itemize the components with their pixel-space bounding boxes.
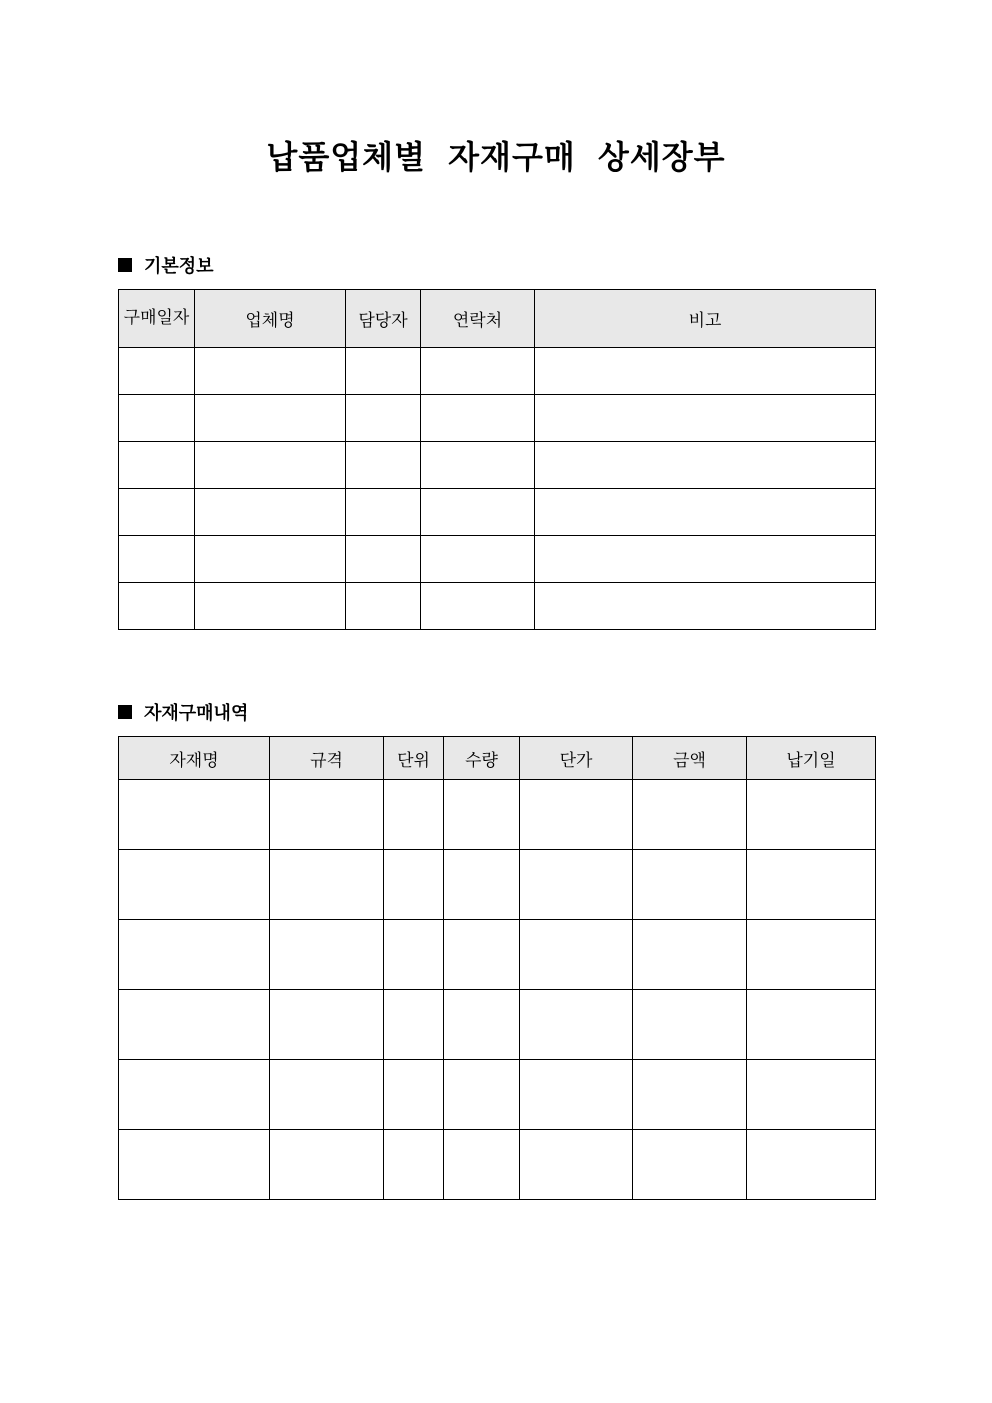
column-header-material-name: 자재명 (119, 737, 270, 780)
table-cell[interactable] (119, 348, 195, 395)
table-cell[interactable] (421, 489, 535, 536)
table-cell[interactable] (633, 990, 747, 1060)
table-cell[interactable] (346, 348, 421, 395)
table-row (119, 442, 876, 489)
table-cell[interactable] (520, 1060, 633, 1130)
table-cell[interactable] (444, 920, 520, 990)
table-cell[interactable] (119, 850, 270, 920)
table-row (119, 850, 876, 920)
table-cell[interactable] (444, 780, 520, 850)
table-cell[interactable] (119, 395, 195, 442)
table-cell[interactable] (535, 536, 876, 583)
table-cell[interactable] (346, 583, 421, 630)
square-bullet-icon (118, 258, 132, 272)
section-heading-label: 기본정보 (144, 256, 214, 277)
table-cell[interactable] (119, 489, 195, 536)
table-cell[interactable] (535, 489, 876, 536)
table-cell[interactable] (270, 920, 384, 990)
table-cell[interactable] (384, 1060, 444, 1130)
table-cell[interactable] (535, 348, 876, 395)
table-cell[interactable] (119, 583, 195, 630)
table-cell[interactable] (346, 442, 421, 489)
table-cell[interactable] (270, 990, 384, 1060)
table-row (119, 1060, 876, 1130)
table-cell[interactable] (535, 442, 876, 489)
table-cell[interactable] (270, 1060, 384, 1130)
table-cell[interactable] (384, 990, 444, 1060)
table-cell[interactable] (119, 1060, 270, 1130)
table-cell[interactable] (119, 442, 195, 489)
square-bullet-icon (118, 705, 132, 719)
table-cell[interactable] (444, 1130, 520, 1200)
table-cell[interactable] (535, 583, 876, 630)
table-row (119, 990, 876, 1060)
table-cell[interactable] (195, 348, 346, 395)
table-cell[interactable] (119, 1130, 270, 1200)
table-cell[interactable] (444, 1060, 520, 1130)
purchase-details-table (118, 736, 876, 1200)
table-cell[interactable] (633, 780, 747, 850)
table-cell[interactable] (747, 780, 876, 850)
table-cell[interactable] (444, 990, 520, 1060)
table-row (119, 489, 876, 536)
table-cell[interactable] (421, 348, 535, 395)
table-cell[interactable] (535, 395, 876, 442)
table-cell[interactable] (270, 850, 384, 920)
column-header-quantity: 수량 (444, 737, 520, 780)
table-row (119, 920, 876, 990)
table-cell[interactable] (346, 395, 421, 442)
table-cell[interactable] (384, 780, 444, 850)
section-heading-label: 자재구매내역 (144, 703, 249, 724)
column-header-purchase-date: 구매일자 (119, 290, 195, 348)
table-cell[interactable] (747, 990, 876, 1060)
table-cell[interactable] (195, 583, 346, 630)
table-cell[interactable] (520, 920, 633, 990)
basic-info-table (118, 289, 876, 630)
table-cell[interactable] (421, 395, 535, 442)
table-cell[interactable] (346, 489, 421, 536)
table-cell[interactable] (421, 583, 535, 630)
table-cell[interactable] (270, 780, 384, 850)
table-cell[interactable] (421, 536, 535, 583)
column-header-contact-person: 담당자 (346, 290, 421, 348)
table-header-row (119, 737, 876, 780)
table-cell[interactable] (195, 442, 346, 489)
table-row (119, 536, 876, 583)
table-cell[interactable] (421, 442, 535, 489)
table-cell[interactable] (520, 850, 633, 920)
table-cell[interactable] (384, 920, 444, 990)
column-header-unit: 단위 (384, 737, 444, 780)
table-header-row (119, 290, 876, 348)
table-cell[interactable] (633, 850, 747, 920)
table-row (119, 348, 876, 395)
table-cell[interactable] (195, 395, 346, 442)
column-header-delivery-date: 납기일 (747, 737, 876, 780)
table-cell[interactable] (520, 990, 633, 1060)
table-cell[interactable] (520, 780, 633, 850)
section-heading-purchase-details (118, 699, 248, 725)
column-header-specification: 규격 (270, 737, 384, 780)
table-cell[interactable] (384, 850, 444, 920)
table-cell[interactable] (633, 1060, 747, 1130)
table-cell[interactable] (747, 920, 876, 990)
table-cell[interactable] (195, 536, 346, 583)
document-title: 납품업체별 자재구매 상세장부 (266, 138, 726, 176)
table-cell[interactable] (119, 780, 270, 850)
table-cell[interactable] (119, 920, 270, 990)
table-cell[interactable] (119, 990, 270, 1060)
column-header-vendor-name: 업체명 (195, 290, 346, 348)
column-header-remarks: 비고 (535, 290, 876, 348)
table-cell[interactable] (633, 1130, 747, 1200)
table-cell[interactable] (195, 489, 346, 536)
table-row (119, 395, 876, 442)
table-cell[interactable] (633, 920, 747, 990)
table-cell[interactable] (384, 1130, 444, 1200)
column-header-amount: 금액 (633, 737, 747, 780)
table-cell[interactable] (346, 536, 421, 583)
table-cell[interactable] (444, 850, 520, 920)
table-row (119, 583, 876, 630)
column-header-phone: 연락처 (421, 290, 535, 348)
table-row (119, 1130, 876, 1200)
table-cell[interactable] (270, 1130, 384, 1200)
table-cell[interactable] (520, 1130, 633, 1200)
table-cell[interactable] (747, 1130, 876, 1200)
table-cell[interactable] (747, 1060, 876, 1130)
table-cell[interactable] (747, 850, 876, 920)
column-header-unit-price: 단가 (520, 737, 633, 780)
section-heading-basic-info (118, 252, 214, 278)
table-cell[interactable] (119, 536, 195, 583)
table-row (119, 780, 876, 850)
